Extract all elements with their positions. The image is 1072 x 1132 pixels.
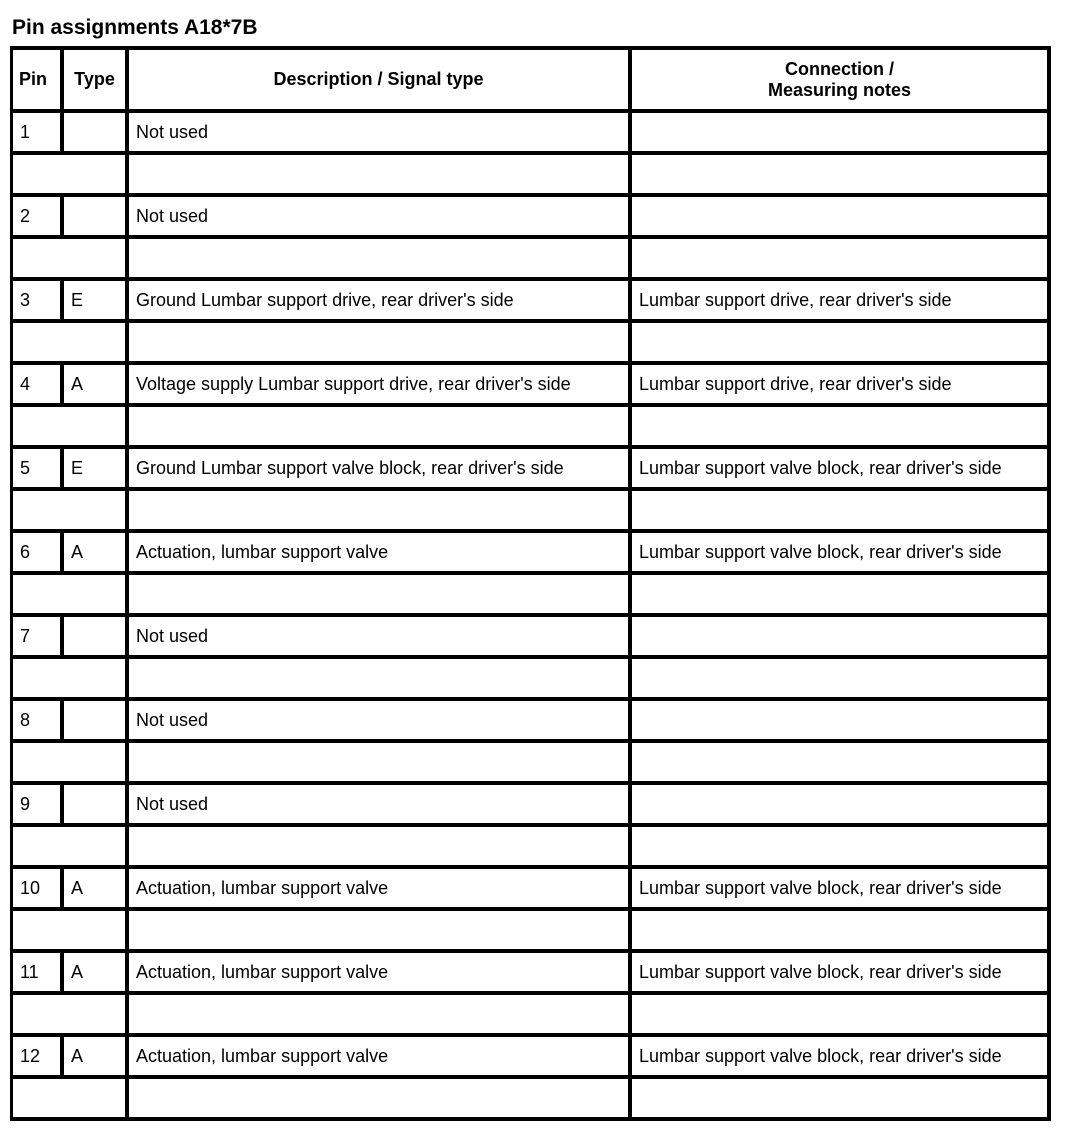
spacer-cell-pin-type xyxy=(13,575,129,617)
spacer-cell-connection xyxy=(632,239,1051,281)
cell-description: Voltage supply Lumbar support drive, rear driver's side xyxy=(129,365,632,407)
cell-description: Actuation, lumbar support valve xyxy=(129,869,632,911)
spacer-row xyxy=(13,995,1051,1037)
spacer-cell-description xyxy=(129,827,632,869)
cell-connection xyxy=(632,701,1051,743)
header-connection xyxy=(632,50,1051,113)
spacer-row xyxy=(13,323,1051,365)
cell-description: Actuation, lumbar support valve xyxy=(129,1037,632,1079)
table-row xyxy=(13,197,1051,239)
cell-connection: Lumbar support drive, rear driver's side xyxy=(632,281,1051,323)
cell-pin: 8 xyxy=(13,701,64,743)
header-pin: Pin xyxy=(13,50,64,113)
cell-description: Not used xyxy=(129,785,632,827)
cell-type: A xyxy=(64,533,129,575)
spacer-row xyxy=(13,743,1051,785)
spacer-cell-pin-type xyxy=(13,155,129,197)
cell-pin: 10 xyxy=(13,869,64,911)
cell-description: Ground Lumbar support valve block, rear driver's side xyxy=(129,449,632,491)
spacer-cell-description xyxy=(129,743,632,785)
spacer-cell-connection xyxy=(632,911,1051,953)
table-row xyxy=(13,365,1051,407)
header-connection-line1: Connection / xyxy=(785,58,894,79)
cell-type xyxy=(64,701,129,743)
cell-pin: 7 xyxy=(13,617,64,659)
cell-pin: 4 xyxy=(13,365,64,407)
cell-pin: 3 xyxy=(13,281,64,323)
cell-type: A xyxy=(64,953,129,995)
cell-type: A xyxy=(64,365,129,407)
spacer-cell-pin-type xyxy=(13,659,129,701)
header-type: Type xyxy=(64,50,129,113)
spacer-cell-description xyxy=(129,155,632,197)
cell-connection: Lumbar support valve block, rear driver's side xyxy=(632,869,1051,911)
cell-connection xyxy=(632,113,1051,155)
cell-description: Ground Lumbar support drive, rear driver's side xyxy=(129,281,632,323)
spacer-row xyxy=(13,1079,1051,1121)
cell-description: Not used xyxy=(129,113,632,155)
cell-type: E xyxy=(64,449,129,491)
cell-type xyxy=(64,617,129,659)
spacer-cell-connection xyxy=(632,155,1051,197)
cell-connection: Lumbar support valve block, rear driver's side xyxy=(632,449,1051,491)
table-row xyxy=(13,617,1051,659)
cell-description: Not used xyxy=(129,617,632,659)
table-row xyxy=(13,1037,1051,1079)
header-connection-line2: Measuring notes xyxy=(767,79,912,100)
spacer-cell-pin-type xyxy=(13,827,129,869)
cell-connection: Lumbar support valve block, rear driver's side xyxy=(632,533,1051,575)
spacer-cell-description xyxy=(129,995,632,1037)
spacer-cell-pin-type xyxy=(13,1079,129,1121)
spacer-cell-connection xyxy=(632,323,1051,365)
spacer-cell-connection xyxy=(632,743,1051,785)
spacer-cell-description xyxy=(129,323,632,365)
cell-type: A xyxy=(64,1037,129,1079)
spacer-cell-pin-type xyxy=(13,995,129,1037)
spacer-row xyxy=(13,155,1051,197)
spacer-cell-connection xyxy=(632,659,1051,701)
pin-assignment-table xyxy=(10,46,1051,1121)
spacer-row xyxy=(13,491,1051,533)
cell-connection xyxy=(632,785,1051,827)
spacer-cell-pin-type xyxy=(13,743,129,785)
spacer-cell-description xyxy=(129,491,632,533)
cell-description: Not used xyxy=(129,701,632,743)
table-header-row xyxy=(13,50,1051,113)
spacer-cell-description xyxy=(129,911,632,953)
table-row xyxy=(13,869,1051,911)
cell-type xyxy=(64,197,129,239)
spacer-cell-connection xyxy=(632,827,1051,869)
cell-type: A xyxy=(64,869,129,911)
spacer-cell-connection xyxy=(632,407,1051,449)
cell-description: Actuation, lumbar support valve xyxy=(129,953,632,995)
table-row xyxy=(13,281,1051,323)
spacer-cell-pin-type xyxy=(13,491,129,533)
cell-type xyxy=(64,785,129,827)
spacer-cell-pin-type xyxy=(13,323,129,365)
table-row xyxy=(13,533,1051,575)
cell-pin: 12 xyxy=(13,1037,64,1079)
cell-connection: Lumbar support valve block, rear driver's side xyxy=(632,953,1051,995)
spacer-cell-description xyxy=(129,659,632,701)
cell-connection: Lumbar support valve block, rear driver's side xyxy=(632,1037,1051,1079)
spacer-cell-connection xyxy=(632,575,1051,617)
spacer-cell-description xyxy=(129,239,632,281)
cell-connection xyxy=(632,197,1051,239)
header-description: Description / Signal type xyxy=(129,50,632,113)
spacer-cell-pin-type xyxy=(13,239,129,281)
table-row xyxy=(13,701,1051,743)
spacer-cell-connection xyxy=(632,1079,1051,1121)
spacer-cell-description xyxy=(129,407,632,449)
cell-pin: 9 xyxy=(13,785,64,827)
spacer-row xyxy=(13,659,1051,701)
spacer-row xyxy=(13,239,1051,281)
table-row xyxy=(13,953,1051,995)
table-row xyxy=(13,113,1051,155)
spacer-row xyxy=(13,575,1051,617)
spacer-row xyxy=(13,407,1051,449)
cell-description: Not used xyxy=(129,197,632,239)
cell-type: E xyxy=(64,281,129,323)
spacer-cell-description xyxy=(129,575,632,617)
cell-pin: 11 xyxy=(13,953,64,995)
spacer-cell-pin-type xyxy=(13,407,129,449)
table-body xyxy=(13,113,1051,1121)
cell-pin: 1 xyxy=(13,113,64,155)
spacer-row xyxy=(13,911,1051,953)
cell-description: Actuation, lumbar support valve xyxy=(129,533,632,575)
cell-pin: 6 xyxy=(13,533,64,575)
cell-pin: 2 xyxy=(13,197,64,239)
cell-pin: 5 xyxy=(13,449,64,491)
spacer-cell-description xyxy=(129,1079,632,1121)
cell-type xyxy=(64,113,129,155)
table-row xyxy=(13,449,1051,491)
cell-connection xyxy=(632,617,1051,659)
spacer-cell-connection xyxy=(632,491,1051,533)
spacer-cell-pin-type xyxy=(13,911,129,953)
cell-connection: Lumbar support drive, rear driver's side xyxy=(632,365,1051,407)
spacer-row xyxy=(13,827,1051,869)
page-title: Pin assignments A18*7B xyxy=(12,16,258,39)
table-row xyxy=(13,785,1051,827)
spacer-cell-connection xyxy=(632,995,1051,1037)
